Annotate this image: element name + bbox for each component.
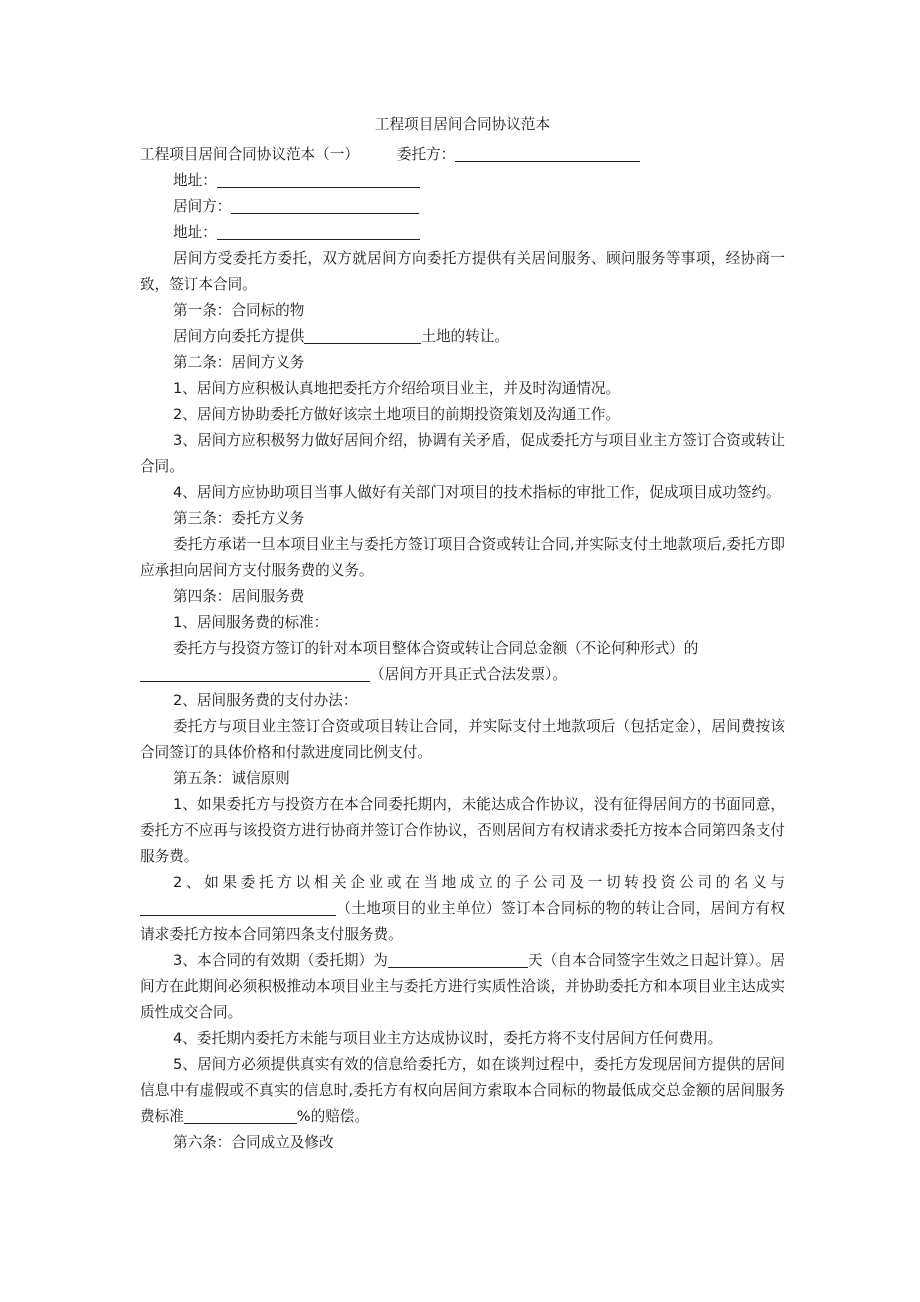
article-2-item-2: 2、居间方协助委托方做好该宗土地项目的前期投资策划及沟通工作。 [173,406,621,423]
article-3-title: 第三条：委托方义务 [173,510,305,527]
client-label: 委托方： [396,146,456,163]
article-5-item-2-text-before: 2、如果委托方以相关企业或在当地成立的子公司及一切转投资公司的名义与 [173,874,785,891]
article-4-title: 第四条：居间服务费 [173,588,305,605]
article-2-item-3: 3、居间方应积极努力做好居间介绍，协调有关矛盾，促成委托方与项目业主方签订合资或转让合同。 [140,432,785,475]
article-5-item-1: 1、如果委托方与投资方在本合同委托期内，未能达成合作协议，没有征得居间方的书面同意，委托方不应再与该投资方进行协商并签订合作协议，否则居间方有权请求委托方按本合同第四条支付服务费。 [140,796,785,865]
article-5-item-3-text-before: 3、本合同的有效期（委托期）为 [173,952,388,969]
land-blank[interactable] [304,327,421,344]
article-1-text-before: 居间方向委托方提供 [173,328,305,345]
agent-blank[interactable] [231,197,419,214]
article-4-item-1-body [140,636,785,688]
agent-address-line [140,220,785,246]
article-2-item-1: 1、居间方应积极认真地把委托方介绍给项目业主，并及时沟通情况。 [173,380,621,397]
article-5-item-2-text-after: （土地项目的业主单位）签订本合同标的物的转让合同，居间方有权请求委托方按本合同第四条支付服务费。 [140,900,785,943]
article-4-item-2-body: 委托方与项目业主签订合资或项目转让合同，并实际支付土地款项后（包括定金），居间费按该合同签订的具体价格和付款进度同比例支付。 [140,718,785,761]
article-5-title: 第五条：诚信原则 [173,770,290,787]
compensation-rate-blank[interactable] [184,1107,297,1124]
agent-address-label: 地址： [173,224,217,241]
agent-line [140,194,785,220]
article-4-item-2-title: 2、居间服务费的支付办法： [173,692,358,709]
agent-label: 居间方： [173,198,232,215]
article-5-item-3-text-after: 天（自本合同签字生效之日起计算）。居间方在此期间必须积极推动本项目业主与委托方进行实质性洽谈，并协助委托方和本项目业主达成实质性成交合同。 [140,952,785,1021]
article-5-item-5-text-before: 5、居间方必须提供真实有效的信息给委托方，如在谈判过程中，委托方发现居间方提供的居间信息中有虚假或不真实的信息时,委托方有权向居间方索取本合同标的物最低成交总金额的居间服务费标准 [140,1056,785,1125]
contract-page [140,112,785,1156]
agent-address-blank[interactable] [217,223,420,240]
article-5-item-2 [140,870,785,948]
client-address-label: 地址： [173,172,217,189]
article-2-item-4: 4、居间方应协助项目当事人做好有关部门对项目的技术指标的审批工作，促成项目成功签约。 [173,484,781,501]
client-blank[interactable] [455,145,640,162]
article-1-title: 第一条：合同标的物 [173,302,305,319]
owner-unit-blank[interactable] [140,899,336,916]
validity-days-blank[interactable] [388,951,528,968]
article-4-item-1-tail: （居间方开具正式合法发票）。 [370,666,568,683]
client-address-line [140,168,785,194]
article-4-item-1-title: 1、居间服务费的标准： [173,614,329,631]
article-2-title: 第二条：居间方义务 [173,354,305,371]
article-4-item-1-text: 委托方与投资方签订的针对本项目整体合资或转让合同总金额（不论何种形式）的 [173,640,699,657]
document-title: 工程项目居间合同协议范本 [374,116,551,133]
article-6-title: 第六条：合同成立及修改 [173,1134,334,1151]
article-5-item-5 [140,1052,785,1130]
contract-intro: 工程项目居间合同协议范本（一） [140,146,359,163]
article-5-item-3 [140,948,785,1026]
article-1-text-after: 土地的转让。 [421,328,509,345]
client-address-blank[interactable] [217,171,420,188]
article-3-body: 委托方承诺一旦本项目业主与委托方签订项目合资或转让合同,并实际支付土地款项后,委托方即应承担向居间方支付服务费的义务。 [140,536,785,579]
article-1-body [140,324,785,350]
article-5-item-5-text-after: %的赔偿。 [296,1108,370,1125]
preamble: 居间方受委托方委托，双方就居间方向委托方提供有关居间服务、顾问服务等事项，经协商一致，签订本合同。 [140,250,785,293]
article-4-item-1-row [140,662,785,688]
article-5-item-4: 4、委托期内委托方未能与项目业主方达成协议时，委托方将不支付居间方任何费用。 [173,1030,723,1047]
header-line [140,142,785,168]
fee-rate-blank[interactable] [140,665,370,682]
